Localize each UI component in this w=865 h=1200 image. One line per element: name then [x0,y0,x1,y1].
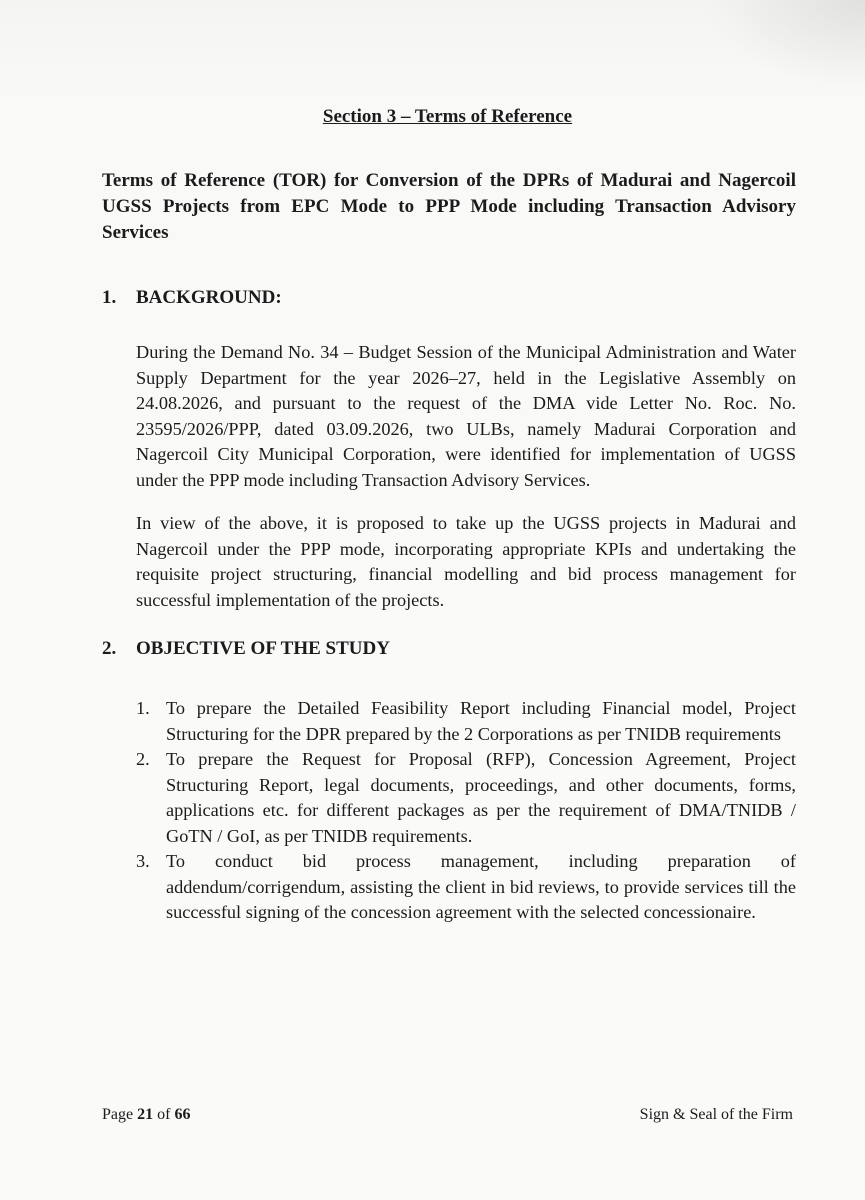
background-heading-number: 1. [102,287,117,308]
objective-list-item [136,849,796,926]
objective-list-item [136,696,796,747]
objective-list [136,696,796,926]
page-number-footer [102,1106,190,1124]
page-shadow [705,0,865,90]
total-pages: 66 [174,1106,191,1123]
objective-list-item [136,747,796,849]
background-paragraph: During the Demand No. 34 – Budget Session of the Municipal Administration and Water Supply Department for the year 2026–27, held in the Legislative Assembly on 24.08.2026, and pursuant to the request of the DMA vide Letter No. Roc. No. 23595/2026/PPP, dated 03.09.2026, two ULBs, namely Madurai Corporation and Nagercoil City Municipal Corporation, were identified for implementation of UGSS under the PPP mode including Transaction Advisory Services. [136,342,796,490]
list-item-text: To prepare the Request for Proposal (RFP), Concession Agreement, Project Structuring Report, legal documents, proceedings, and other documents, forms, applications etc. for different packages as per the requirement of DMA/TNIDB / GoTN / GoI, as per TNIDB requirements. [166,749,796,846]
page-label: Page [102,1106,134,1123]
background-heading [102,287,282,309]
background-paragraph: In view of the above, it is proposed to take up the UGSS projects in Madurai and Nagercoil under the PPP mode, incorporating appropriate KPIs and undertaking the requisite project structuring, financial modelling and bid process management for successful implementation of the projects. [136,513,796,610]
list-item-text: To conduct bid process management, including preparation of addendum/corrigendum, assisting the client in bid reviews, to provide services till the successful signing of the concession agreement with the selected concessionaire. [166,851,796,922]
objective-heading-text: OBJECTIVE OF THE STUDY [136,638,390,659]
objective-heading [102,638,390,660]
list-item-number: 3. [136,851,150,871]
document-title: Terms of Reference (TOR) for Conversion of the DPRs of Madurai and Nagercoil UGSS Projects from EPC Mode to PPP Mode including Transaction Advisory Services [102,170,796,243]
current-page-number: 21 [137,1106,154,1123]
list-item-number: 2. [136,749,150,769]
section-title: Section 3 – Terms of Reference [322,106,573,127]
objective-heading-number: 2. [102,638,117,659]
list-item-text: To prepare the Detailed Feasibility Report including Financial model, Project Structuring for the DPR prepared by the 2 Corporations as per TNIDB requirements [166,698,796,744]
background-heading-text: BACKGROUND: [136,287,282,308]
sign-seal-footer: Sign & Seal of the Firm [639,1106,793,1123]
of-label: of [157,1106,171,1123]
list-item-number: 1. [136,698,150,718]
